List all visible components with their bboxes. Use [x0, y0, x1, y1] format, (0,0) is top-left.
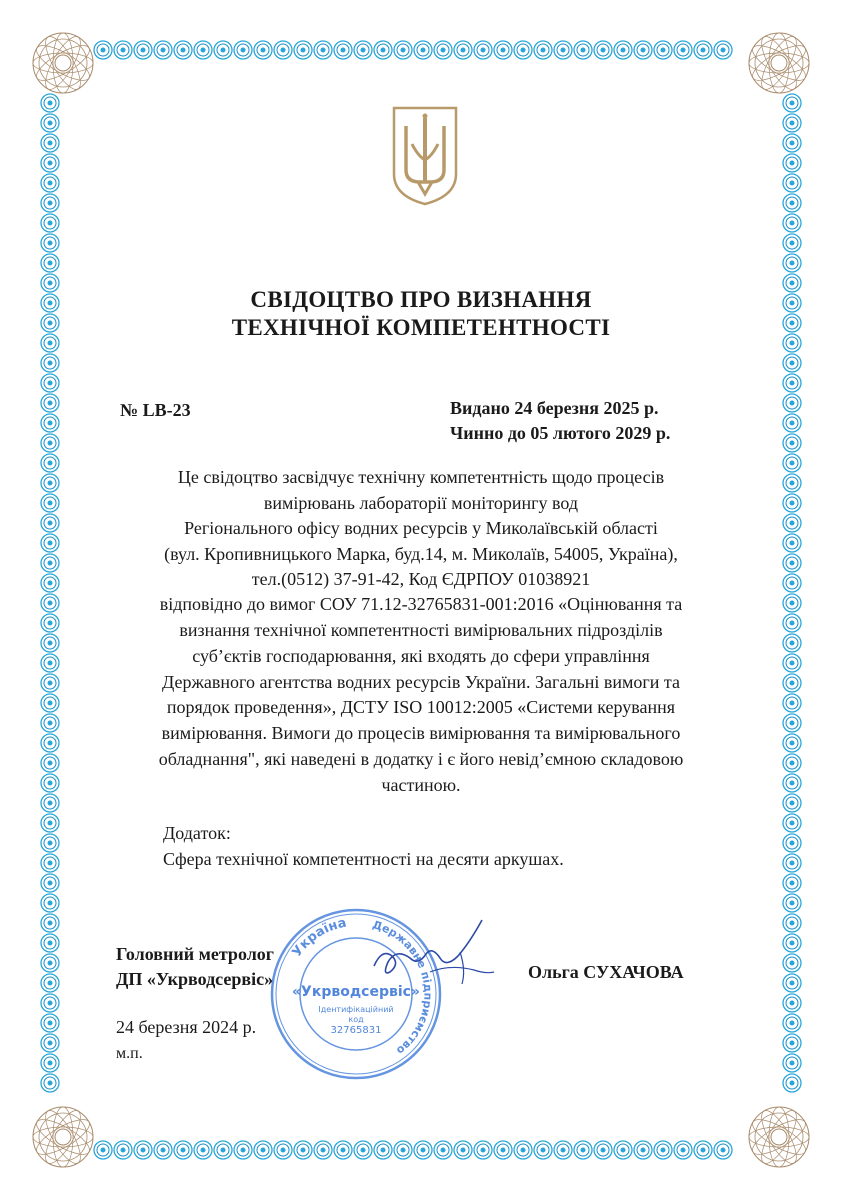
border-ornament — [783, 834, 801, 852]
border-ornament — [783, 594, 801, 612]
document-title-line-2: ТЕХНІЧНОЇ КОМПЕТЕНТНОСТІ — [231, 315, 611, 340]
border-ornament — [41, 754, 59, 772]
signing-date: 24 березня 2024 р. — [116, 1017, 257, 1037]
border-ornament — [254, 41, 272, 59]
border-ornament — [41, 534, 59, 552]
body-line: тел.(0512) 37-91-42, Код ЄДРПОУ 01038921 — [251, 569, 591, 589]
stamp-id-label-2: код — [348, 1015, 364, 1024]
border-ornament — [634, 41, 652, 59]
border-ornament — [334, 41, 352, 59]
border-ornament — [374, 1141, 392, 1159]
border-ornament — [783, 634, 801, 652]
border-ornament — [41, 94, 59, 112]
body-line: порядок проведення», ДСТУ ISO 10012:2005 «Системи керування — [166, 697, 676, 717]
certificate-number: № LB-23 — [120, 400, 191, 420]
border-ornament — [41, 734, 59, 752]
border-ornament — [783, 954, 801, 972]
valid-until-date: Чинно до 05 лютого 2029 р. — [450, 423, 671, 443]
border-ornament — [154, 41, 172, 59]
border-ornament — [514, 41, 532, 59]
border-ornament — [783, 874, 801, 892]
border-ornament — [694, 1141, 712, 1159]
border-ornament — [514, 1141, 532, 1159]
handwritten-signature — [370, 912, 500, 990]
border-ornament — [614, 41, 632, 59]
border-ornament — [783, 1054, 801, 1072]
border-ornament — [783, 574, 801, 592]
border-ornament — [41, 454, 59, 472]
border-ornament — [41, 934, 59, 952]
border-ornament — [41, 834, 59, 852]
border-ornament — [783, 914, 801, 932]
stamp-id-label-1: Ідентифікаційний — [318, 1005, 394, 1014]
border-ornament — [41, 254, 59, 272]
border-ornament — [783, 134, 801, 152]
border-ornament — [214, 41, 232, 59]
border-ornament — [434, 41, 452, 59]
border-ornament — [694, 41, 712, 59]
body-line: вимірювання. Вимоги до процесів вимірювання та вимірювального — [161, 723, 681, 743]
border-ornament — [41, 894, 59, 912]
border-ornament — [41, 214, 59, 232]
border-ornament — [41, 574, 59, 592]
border-ornament — [114, 41, 132, 59]
border-ornament — [534, 41, 552, 59]
border-ornament — [194, 1141, 212, 1159]
trident-emblem-icon — [390, 104, 460, 208]
issue-date: Видано 24 березня 2025 р. — [450, 398, 659, 418]
border-ornament — [41, 174, 59, 192]
border-ornament — [41, 854, 59, 872]
border-ornament — [234, 41, 252, 59]
border-ornament — [294, 1141, 312, 1159]
border-ornament — [41, 394, 59, 412]
border-ornament — [41, 1054, 59, 1072]
border-ornament — [134, 41, 152, 59]
body-line: (вул. Кропивницького Марка, буд.14, м. Миколаїв, 54005, Україна), — [164, 544, 678, 564]
border-ornament — [454, 1141, 472, 1159]
border-ornament — [414, 1141, 432, 1159]
border-ornament — [41, 114, 59, 132]
border-ornament — [234, 1141, 252, 1159]
border-ornament — [41, 134, 59, 152]
border-ornament — [534, 1141, 552, 1159]
border-ornament — [783, 814, 801, 832]
signatory-role: Головний метролог — [116, 944, 274, 964]
border-ornament — [574, 1141, 592, 1159]
border-ornament — [41, 434, 59, 452]
border-ornament — [454, 41, 472, 59]
body-line: обладнання", які наведені в додатку і є його невід’ємною складовою — [158, 749, 684, 769]
border-ornament — [783, 934, 801, 952]
border-ornament — [41, 994, 59, 1012]
border-ornament — [474, 41, 492, 59]
corner-rosette-bottom-left — [32, 1106, 94, 1168]
stamp-ring-right: Державне підприємство — [370, 918, 435, 1058]
border-ornament — [783, 754, 801, 772]
border-ornament — [214, 1141, 232, 1159]
stamp-id-code: 32765831 — [330, 1025, 382, 1036]
border-ornament — [41, 374, 59, 392]
border-ornament — [783, 1034, 801, 1052]
border-ornament — [41, 634, 59, 652]
border-ornament — [41, 794, 59, 812]
document-title-line-1: СВІДОЦТВО ПРО ВИЗНАННЯ — [250, 287, 592, 312]
body-line: частиною. — [381, 775, 461, 795]
border-ornament — [783, 794, 801, 812]
border-ornament — [783, 534, 801, 552]
border-ornament — [783, 214, 801, 232]
border-ornament — [41, 414, 59, 432]
border-ornament — [41, 234, 59, 252]
border-ornament — [574, 41, 592, 59]
annex-text: Сфера технічної компетентності на десяти аркушах. — [163, 849, 564, 869]
border-ornament — [41, 614, 59, 632]
border-ornament — [654, 1141, 672, 1159]
border-ornament — [783, 614, 801, 632]
border-ornament — [783, 434, 801, 452]
border-ornament — [654, 41, 672, 59]
border-ornament — [274, 1141, 292, 1159]
border-ornament — [41, 914, 59, 932]
border-ornament — [41, 714, 59, 732]
border-ornament — [94, 41, 112, 59]
border-ornament — [94, 1141, 112, 1159]
border-ornament — [634, 1141, 652, 1159]
border-ornament — [783, 154, 801, 172]
border-ornament — [41, 554, 59, 572]
border-ornament — [783, 254, 801, 272]
border-ornament — [594, 41, 612, 59]
border-ornament — [174, 1141, 192, 1159]
border-ornament — [714, 1141, 732, 1159]
border-ornament — [354, 41, 372, 59]
border-ornament — [41, 1014, 59, 1032]
border-ornament — [41, 1034, 59, 1052]
border-ornament — [41, 694, 59, 712]
border-ornament — [314, 1141, 332, 1159]
border-ornament — [314, 41, 332, 59]
border-ornament — [41, 594, 59, 612]
border-ornament — [394, 41, 412, 59]
seal-place-label: м.п. — [116, 1045, 143, 1062]
border-ornament — [594, 1141, 612, 1159]
border-ornament — [334, 1141, 352, 1159]
border-ornament — [394, 1141, 412, 1159]
border-ornament — [41, 774, 59, 792]
border-ornament — [614, 1141, 632, 1159]
body-line: Це свідоцтво засвідчує технічну компетентність щодо процесів — [177, 467, 665, 487]
border-ornament — [783, 734, 801, 752]
border-ornament — [41, 354, 59, 372]
border-ornament — [783, 774, 801, 792]
border-ornament — [134, 1141, 152, 1159]
border-ornament — [174, 41, 192, 59]
border-ornament — [783, 854, 801, 872]
corner-rosette-bottom-right — [748, 1106, 810, 1168]
border-ornament — [494, 41, 512, 59]
border-ornament — [783, 374, 801, 392]
signatory-name: Ольга СУХАЧОВА — [528, 962, 684, 982]
border-ornament — [274, 41, 292, 59]
border-ornament — [783, 474, 801, 492]
border-ornament — [783, 454, 801, 472]
signatory-organization: ДП «Укрводсервіс» — [116, 969, 274, 989]
border-ornament — [783, 694, 801, 712]
annex-label: Додаток: — [163, 823, 231, 843]
border-ornament — [783, 674, 801, 692]
border-ornament — [783, 114, 801, 132]
body-line: вимірювань лабораторії моніторингу вод — [263, 493, 579, 513]
border-ornament — [554, 1141, 572, 1159]
border-ornament — [783, 974, 801, 992]
border-ornament — [194, 41, 212, 59]
border-ornament — [783, 1074, 801, 1092]
border-ornament — [783, 994, 801, 1012]
border-ornament — [41, 974, 59, 992]
border-ornament — [41, 1074, 59, 1092]
border-ornament — [294, 41, 312, 59]
border-ornament — [114, 1141, 132, 1159]
border-ornament — [494, 1141, 512, 1159]
border-ornament — [783, 1014, 801, 1032]
border-ornament — [41, 674, 59, 692]
border-ornament — [41, 494, 59, 512]
border-ornament — [41, 474, 59, 492]
border-ornament — [783, 234, 801, 252]
border-ornament — [474, 1141, 492, 1159]
body-line: відповідно до вимог СОУ 71.12-32765831-001:2016 «Оцінювання та — [159, 594, 683, 614]
body-line: Державного агентства водних ресурсів України. Загальні вимоги та — [161, 672, 681, 692]
border-ornament — [783, 354, 801, 372]
stamp-ring-top: Україна — [289, 915, 348, 960]
border-ornament — [554, 41, 572, 59]
stamp-center-name: «Укрводсервіс» — [292, 984, 420, 1000]
border-ornament — [434, 1141, 452, 1159]
border-ornament — [41, 514, 59, 532]
border-ornament — [714, 41, 732, 59]
border-ornament — [414, 41, 432, 59]
body-line: суб’єктів господарювання, які входять до сфери управління — [192, 646, 650, 666]
border-ornament — [41, 154, 59, 172]
border-ornament — [674, 1141, 692, 1159]
border-ornament — [783, 514, 801, 532]
border-ornament — [41, 814, 59, 832]
border-ornament — [41, 874, 59, 892]
border-ornament — [783, 494, 801, 512]
border-ornament — [374, 41, 392, 59]
border-ornament — [41, 954, 59, 972]
border-ornament — [41, 654, 59, 672]
border-ornament — [783, 414, 801, 432]
border-ornament — [783, 394, 801, 412]
border-ornament — [783, 654, 801, 672]
border-ornament — [783, 174, 801, 192]
border-ornament — [254, 1141, 272, 1159]
border-ornament — [674, 41, 692, 59]
body-line: визнання технічної компетентності вимірювальних підрозділів — [179, 620, 663, 640]
border-ornament — [783, 554, 801, 572]
border-ornament — [783, 894, 801, 912]
border-ornament — [783, 94, 801, 112]
border-ornament — [354, 1141, 372, 1159]
corner-rosette-top-left — [32, 32, 94, 94]
border-ornament — [783, 714, 801, 732]
border-ornament — [154, 1141, 172, 1159]
border-ornament — [41, 194, 59, 212]
body-line: Регіонального офісу водних ресурсів у Миколаївській області — [184, 518, 658, 538]
corner-rosette-top-right — [748, 32, 810, 94]
border-ornament — [783, 194, 801, 212]
